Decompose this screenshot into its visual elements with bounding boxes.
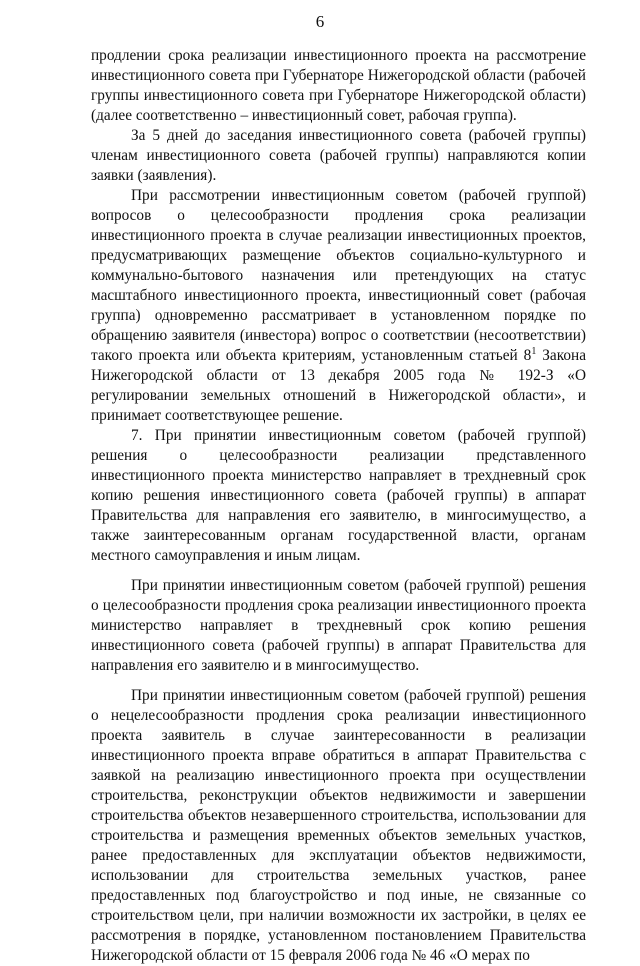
article-superscript: 1	[531, 346, 537, 357]
document-body	[91, 46, 586, 966]
paragraph-3-text-end: Закона Нижегородской области от 13 декабря 2005 года № 192-З «О регулировании земельных отношений в Нижегородской области», и принимает соответствующее решение.	[91, 347, 586, 424]
page-number: 6	[315, 12, 325, 31]
paragraph-5: При принятии инвестиционным советом (рабочей группой) решения о целесообразности продления срока реализации инвестиционного проекта министерство направляет в трехдневный срок копию решения инвестиционного совета (рабочей группы) в аппарат Правительства для направления его заявителю и в мингосимущество.	[91, 577, 586, 674]
paragraph-4: 7. При принятии инвестиционным советом (рабочей группой) решения о целесообразности реализации представленного инвестиционного проекта министерство направляет в трехдневный срок копию решения инвестиционного совета (рабочей группы) в аппарат Правительства для направления его заявителю, в мингосимущество, а также заинтересованным органам государственной власти, органам местного самоуправления и иным лицам.	[91, 427, 586, 564]
paragraph-3	[91, 186, 586, 426]
paragraph-6: При принятии инвестиционным советом (рабочей группой) решения о нецелесообразности продления срока реализации инвестиционного проекта заявитель в случае заинтересованности в реализации инвестиционного проекта вправе обратиться в аппарат Правительства с заявкой на реализацию инвестиционного проекта при осуществлении строительства, реконструкции объектов недвижимости и завершении строительства объектов незавершенного строительства, использовании для строительства и размещения временных объектов земельных участков, ранее предоставленных для эксплуатации объектов недвижимости, использовании для строительства земельных участков, ранее предоставленных под благоустройство и под иные, не связанные со строительством цели, при наличии возможности их застройки, в целях ее рассмотрения в порядке, установленном постановлением Правительства Нижегородской области от 15 февраля 2006 года № 46 «О мерах по	[91, 687, 586, 964]
paragraph-1: продлении срока реализации инвестиционного проекта на рассмотрение инвестиционного совета при Губернаторе Нижегородской области (рабочей группы инвестиционного совета при Губернаторе Нижегородской области) (далее соответственно – инвестиционный совет, рабочая группа).	[91, 47, 586, 124]
paragraph-3-text-start: При рассмотрении инвестиционным советом (рабочей группой) вопросов о целесообразности продления срока реализации инвестиционного проекта в случае реализации инвестиционных проектов, предусматривающих размещение объектов социально-культурного и коммунально-бытового назначения или претендующих на статус масштабного инвестиционного проекта, инвестиционный совет (рабочая группа) одновременно рассматривает в установленном порядке по обращению заявителя (инвестора) вопрос о соответствии (несоответствии) такого проекта или объекта критериям, установленным статьей 8	[91, 187, 586, 364]
paragraph-2: За 5 дней до заседания инвестиционного совета (рабочей группы) членам инвестиционного совета (рабочей группы) направляются копии заявки (заявления).	[91, 127, 586, 184]
